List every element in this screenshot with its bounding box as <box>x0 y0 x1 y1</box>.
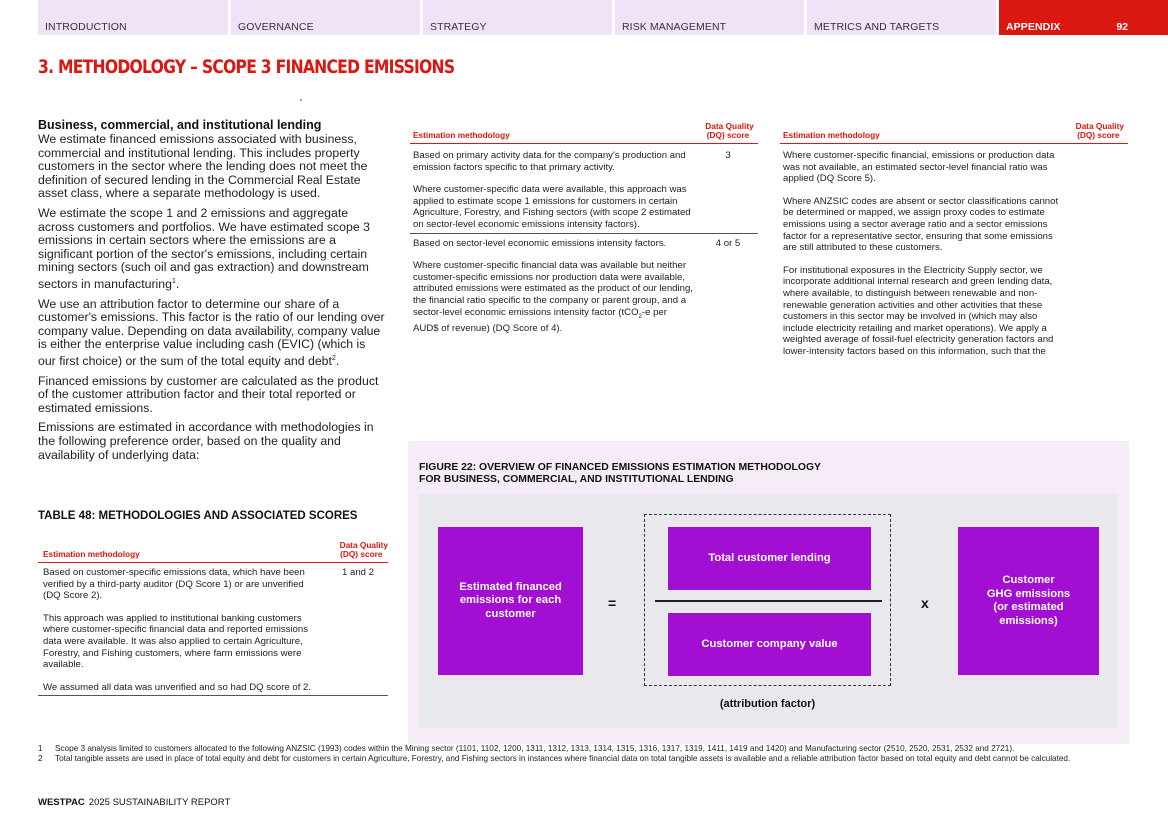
footnotes <box>38 744 1123 764</box>
column-header-method: Estimation methodology <box>43 549 140 559</box>
row-paragraph: Where ANZSIC codes are absent or sector classifications cannot be determined or mapped, we assign proxy codes to estimate emissions using a sector average ratio and a sector emissions factor for a representative sector, ensuring that some emissions are still attributed to these customers. <box>783 195 1059 254</box>
nav-tab-introduction[interactable] <box>38 0 228 35</box>
row-paragraph: Where customer-specific financial, emissions or production data was not available, an estimated sector-level financial ratio was applied (DQ Score 5). <box>783 150 1055 185</box>
row-score: 1 and 2 <box>341 567 374 578</box>
column-header-dq <box>698 122 758 140</box>
decorative-dot <box>300 99 302 101</box>
page-number: 92 <box>1116 20 1128 33</box>
nav-tab-metrics-and-targets[interactable] <box>807 0 996 35</box>
row-paragraph-end: -e per AUD$ of revenue) (DQ Score of 4). <box>413 306 667 335</box>
subscript: 2 <box>638 313 642 320</box>
column-header-dq <box>1073 122 1128 140</box>
footnote-number: 1 <box>38 744 43 753</box>
footnote-ref-2[interactable]: 2 <box>331 355 336 362</box>
table-row <box>780 144 1128 360</box>
footnote-number: 2 <box>38 754 43 764</box>
nav-tab-label: GOVERNANCE <box>238 20 314 33</box>
paragraph-2-end: . <box>175 277 180 292</box>
paragraph-3 <box>38 298 386 369</box>
page-footer <box>38 797 230 808</box>
section-heading: Business, commercial, and institutional lending <box>38 118 322 132</box>
nav-tab-appendix[interactable] <box>999 0 1168 35</box>
nav-tab-strategy[interactable] <box>423 0 612 35</box>
nav-tab-risk-management[interactable] <box>615 0 804 35</box>
footnote-text: Scope 3 analysis limited to customers allocated to the following ANZSIC (1993) codes within the Mining sector (1101, 1102, 1200, 1311, 1312, 1313, 1314, 1315, 1316, 1317, 1319, 1411, 1419 and 1420) and Manufacturing sector (2510, 2520, 2531, 2532 and 2721). <box>55 744 1015 753</box>
attribution-factor-label: (attribution factor) <box>719 698 816 710</box>
row-paragraph: Based on customer-specific emissions data, which have been verified by a third-party auditor (DQ Score 1) or are unverified (DQ Score 2). <box>43 567 305 602</box>
row-description <box>38 567 321 693</box>
nav-tab-label: RISK MANAGEMENT <box>622 20 727 33</box>
figure-title <box>419 462 821 486</box>
table-row <box>38 563 388 696</box>
box-line: Customer <box>1002 574 1055 586</box>
paragraph-3-text: We use an attribution factor to determine our share of a customer's emissions. This factor is the ratio of our lending over company value. Depending on data availability, company value is either the enterprise value including cash (EVIC) (which is our first choice) or the sum of the total equity and debt <box>38 296 385 369</box>
row-paragraph: This approach was applied to institutional banking customers where customer-specific financial data and reported emissions data were available. It was also applied to certain Agriculture, Forestry, and Fishing customers, where farm emissions were available. <box>43 612 309 671</box>
row-paragraph: Based on sector-level economic emissions intensity factors. <box>413 237 667 249</box>
footnote-1 <box>38 744 1123 753</box>
total-customer-lending-box: Total customer lending <box>668 527 871 590</box>
table-continued-right <box>780 122 1128 360</box>
column-header-method: Estimation methodology <box>783 130 880 140</box>
table-row <box>410 144 758 234</box>
table-row <box>410 234 758 337</box>
fraction-line <box>655 600 882 602</box>
dq-header-line-1: Data Quality <box>1075 121 1124 131</box>
left-column <box>38 118 386 468</box>
nav-tab-label: METRICS AND TARGETS <box>814 20 940 33</box>
paragraph-3-end: . <box>335 354 340 369</box>
customer-company-value-box: Customer company value <box>668 613 871 676</box>
footnote-2 <box>38 754 1123 763</box>
paragraph-5: Emissions are estimated in accordance with methodologies in the following preference order, based on the quality and availability of underlying data: <box>38 420 374 462</box>
figure-22 <box>408 441 1129 744</box>
dq-header-line-1: Data Quality <box>339 540 388 550</box>
column-header-method: Estimation methodology <box>413 130 510 140</box>
row-description <box>410 238 693 335</box>
dq-header-line-1: Data Quality <box>705 121 754 131</box>
customer-ghg-emissions-box <box>958 527 1099 675</box>
footnote-text: Total tangible assets are used in place of total equity and debt for customers in certain Agriculture, Forestry, and Fishing sectors in instances where financial data on total tangible assets is available and a reliable attribution factor based on total equity and debt cannot be calculated. <box>55 754 1071 764</box>
box-line: customer <box>485 607 536 620</box>
box-line: Estimated financed <box>459 580 562 593</box>
row-paragraph: Where customer-specific data were available, this approach was applied to estimate scope 1 emissions for customers in certain Agriculture, Forestry, and Fishing sectors (with scope 2 estimated on sector-level economic emissions intensity factors). <box>413 184 691 230</box>
equals-symbol: = <box>608 595 617 611</box>
table-header <box>38 541 388 563</box>
column-header-dq <box>335 541 388 559</box>
paragraph-2 <box>38 207 386 292</box>
multiply-symbol: x <box>921 595 929 611</box>
table-header <box>780 122 1128 144</box>
row-description <box>780 150 1068 358</box>
nav-tab-governance[interactable] <box>231 0 420 35</box>
dq-header-line-2: (DQ) score <box>1077 130 1120 140</box>
table-continued-middle <box>410 122 758 337</box>
footer-brand: WESTPAC <box>38 797 85 808</box>
row-score: 4 or 5 <box>715 237 741 249</box>
dq-header-line-2: (DQ) score <box>340 549 383 559</box>
row-score: 3 <box>725 150 731 161</box>
paragraph-2-text: We estimate the scope 1 and 2 emissions and aggregate across customers and portfolios. We have estimated scope 3 emissions in certain sectors where the emissions are a significant portion of the sector's emissions, including certain mining sectors (such oil and gas extraction) and downstream sectors in manufacturing <box>38 205 370 292</box>
box-line: GHG emissions <box>986 587 1071 600</box>
top-navigation <box>38 0 1168 35</box>
footer-report-name: 2025 SUSTAINABILITY REPORT <box>88 797 231 808</box>
nav-tab-label: INTRODUCTION <box>45 20 127 33</box>
dq-header-line-2: (DQ) score <box>706 130 750 140</box>
row-description <box>410 150 693 231</box>
figure-diagram <box>419 494 1118 728</box>
row-paragraph: For institutional exposures in the Electricity Supply sector, we incorporate additional internal research and green lending data, where available, to distinguish between renewable and non-renewable generation activities and other activities that these customers in this sector may be involved in (which may also include electricity retailing and market operations). We apply a weighted average of fossil-fuel electricity generation factors and lower-intensity factors based on this information, such that the <box>783 264 1054 357</box>
paragraph-4: Financed emissions by customer are calculated as the product of the customer attribution factor and their total reported or estimated emissions. <box>38 373 379 415</box>
row-paragraph-text: Where customer-specific financial data was available but neither customer-specific emissions nor production data were available, attributed emissions were estimated as the product of our lending, the financial ratio specific to the company or parent group, and a sector-level economic emissions intensity factor (tCO <box>413 260 693 318</box>
figure-title-line-2: FOR BUSINESS, COMMERCIAL, AND INSTITUTIONAL LENDING <box>419 474 734 485</box>
box-line: (or estimated <box>993 601 1064 613</box>
table-48 <box>38 541 388 696</box>
page-title: 3. METHODOLOGY – SCOPE 3 FINANCED EMISSIONS <box>38 56 455 78</box>
nav-tab-label: STRATEGY <box>430 20 487 33</box>
figure-title-line-1: FIGURE 22: OVERVIEW OF FINANCED EMISSIONS ESTIMATION METHODOLOGY <box>419 462 821 473</box>
box-line: emissions for each <box>459 594 562 607</box>
table-48-title: TABLE 48: METHODOLOGIES AND ASSOCIATED SCORES <box>38 510 358 522</box>
box-line: emissions) <box>999 614 1058 627</box>
estimated-emissions-box <box>438 527 583 675</box>
nav-tab-label: APPENDIX <box>1006 20 1061 33</box>
paragraph-1: We estimate financed emissions associated with business, commercial and institutional lending. This includes property customers in the sector where the lending does not meet the definition of secured lending in the Commercial Real Estate asset class, where a separate methodology is used. <box>38 132 368 201</box>
row-paragraph <box>413 260 693 334</box>
footnote-ref-1[interactable]: 1 <box>171 277 176 285</box>
row-paragraph: We assumed all data was unverified and so had DQ score of 2. <box>43 681 312 693</box>
row-paragraph: Based on primary activity data for the company's production and emission factors specific to that primary activity. <box>413 150 686 173</box>
table-header <box>410 122 758 144</box>
